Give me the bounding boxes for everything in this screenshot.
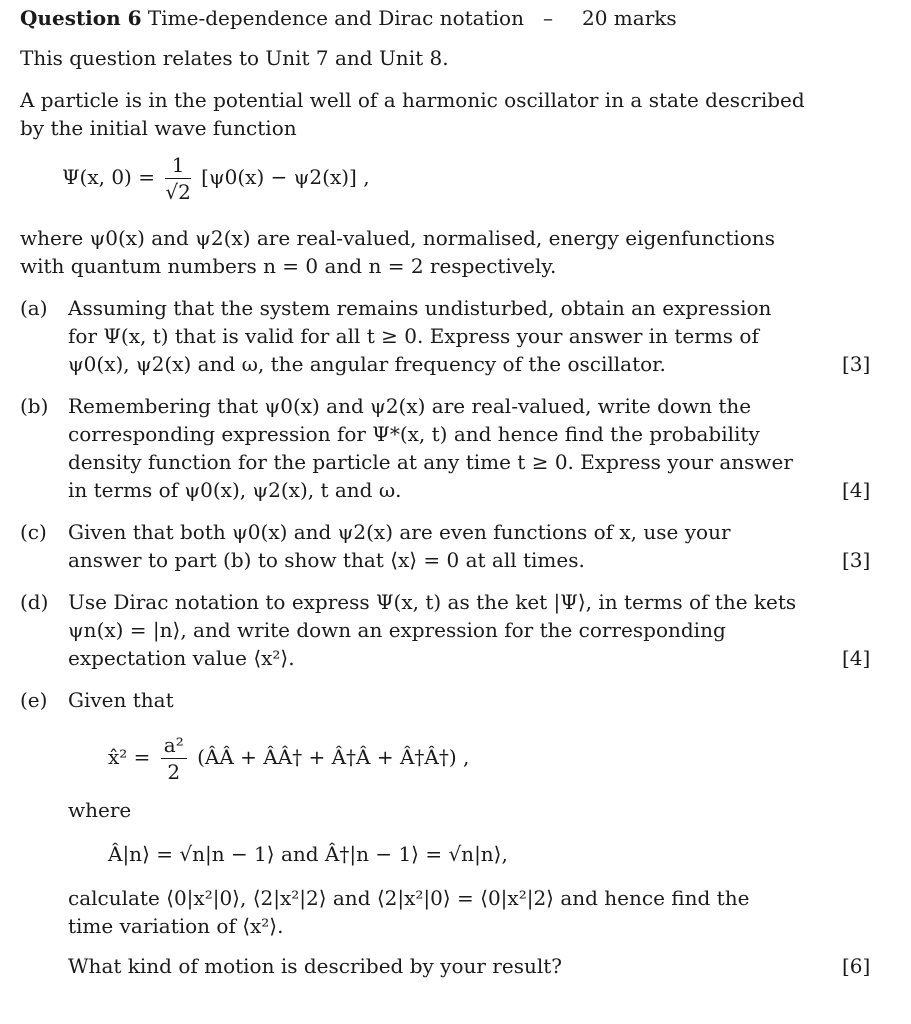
initial-eq-rhs: [ψ0(x) − ψ2(x)] , bbox=[201, 165, 370, 189]
x2-eq-fraction bbox=[161, 732, 187, 785]
ladder-operator-equation: Â|n⟩ = √n|n − 1⟩ and Â†|n − 1⟩ = √n|n⟩, bbox=[108, 842, 508, 866]
question-header bbox=[20, 4, 524, 32]
part-b-body bbox=[68, 392, 808, 504]
part-d-line: ψn(x) = |n⟩, and write down an expression for the corresponding bbox=[68, 618, 726, 642]
initial-wavefunction-equation bbox=[62, 152, 370, 205]
part-b-marks: [4] bbox=[842, 478, 871, 502]
part-e-calculation bbox=[68, 884, 808, 940]
total-marks: 20 marks bbox=[582, 6, 677, 30]
part-d-body bbox=[68, 588, 808, 672]
part-b-label: (b) bbox=[20, 394, 49, 418]
part-a-body bbox=[68, 294, 808, 378]
position-squared-operator-equation bbox=[108, 732, 469, 785]
part-c-body bbox=[68, 518, 808, 574]
part-a-label: (a) bbox=[20, 296, 48, 320]
part-a-line: ψ0(x), ψ2(x) and ω, the angular frequency of the oscillator. bbox=[68, 352, 666, 376]
x2-eq-lhs: x̂² = bbox=[108, 745, 151, 769]
where-line-2: with quantum numbers n = 0 and n = 2 respectively. bbox=[20, 254, 557, 278]
initial-eq-lhs: Ψ(x, 0) = bbox=[62, 165, 155, 189]
header-dash: – bbox=[543, 6, 553, 30]
part-d-line: Use Dirac notation to express Ψ(x, t) as the ket |Ψ⟩, in terms of the kets bbox=[68, 590, 797, 614]
where-paragraph bbox=[20, 224, 820, 280]
setup-line-2: by the initial wave function bbox=[20, 116, 297, 140]
part-d-marks: [4] bbox=[842, 646, 871, 670]
where-line-1: where ψ0(x) and ψ2(x) are real-valued, normalised, energy eigenfunctions bbox=[20, 226, 775, 250]
part-e-label: (e) bbox=[20, 688, 48, 712]
part-c-label: (c) bbox=[20, 520, 47, 544]
part-e-marks: [6] bbox=[842, 954, 871, 978]
x2-eq-rhs: (ÂÂ + ÂÂ† + Â†Â + Â†Â†) , bbox=[197, 745, 470, 769]
part-a-line: for Ψ(x, t) that is valid for all t ≥ 0. Express your answer in terms of bbox=[68, 324, 759, 348]
part-e-given: Given that bbox=[68, 688, 174, 712]
part-c-line: answer to part (b) to show that ⟨x⟩ = 0 at all times. bbox=[68, 548, 585, 572]
part-e-calc-line-2: time variation of ⟨x²⟩. bbox=[68, 914, 284, 938]
part-d-line: expectation value ⟨x²⟩. bbox=[68, 646, 295, 670]
part-e-calc-line-1: calculate ⟨0|x²|0⟩, ⟨2|x²|2⟩ and ⟨2|x²|0⟩ = ⟨0|x²|2⟩ and hence find the bbox=[68, 886, 750, 910]
part-b-line: in terms of ψ0(x), ψ2(x), t and ω. bbox=[68, 478, 402, 502]
x2-eq-numerator: a² bbox=[161, 732, 187, 759]
setup-line-1: A particle is in the potential well of a harmonic oscillator in a state described bbox=[20, 88, 805, 112]
part-e-where: where bbox=[68, 798, 132, 822]
part-a-line: Assuming that the system remains undisturbed, obtain an expression bbox=[68, 296, 772, 320]
initial-eq-denominator: √2 bbox=[165, 180, 191, 204]
question-label: Question 6 bbox=[20, 6, 142, 30]
part-c-marks: [3] bbox=[842, 548, 871, 572]
part-d-label: (d) bbox=[20, 590, 49, 614]
part-b-line: corresponding expression for Ψ*(x, t) and hence find the probability bbox=[68, 422, 760, 446]
initial-eq-fraction bbox=[165, 152, 190, 205]
part-b-line: Remembering that ψ0(x) and ψ2(x) are real-valued, write down the bbox=[68, 394, 752, 418]
question-title: Time-dependence and Dirac notation bbox=[147, 6, 524, 30]
part-e-motion-question: What kind of motion is described by your result? bbox=[68, 954, 563, 978]
setup-paragraph bbox=[20, 86, 820, 142]
intro-text: This question relates to Unit 7 and Unit 8. bbox=[20, 46, 449, 70]
part-c-line: Given that both ψ0(x) and ψ2(x) are even functions of x, use your bbox=[68, 520, 731, 544]
initial-eq-numerator: 1 bbox=[165, 152, 190, 179]
part-a-marks: [3] bbox=[842, 352, 871, 376]
x2-eq-denominator: 2 bbox=[167, 760, 181, 784]
part-b-line: density function for the particle at any time t ≥ 0. Express your answer bbox=[68, 450, 793, 474]
